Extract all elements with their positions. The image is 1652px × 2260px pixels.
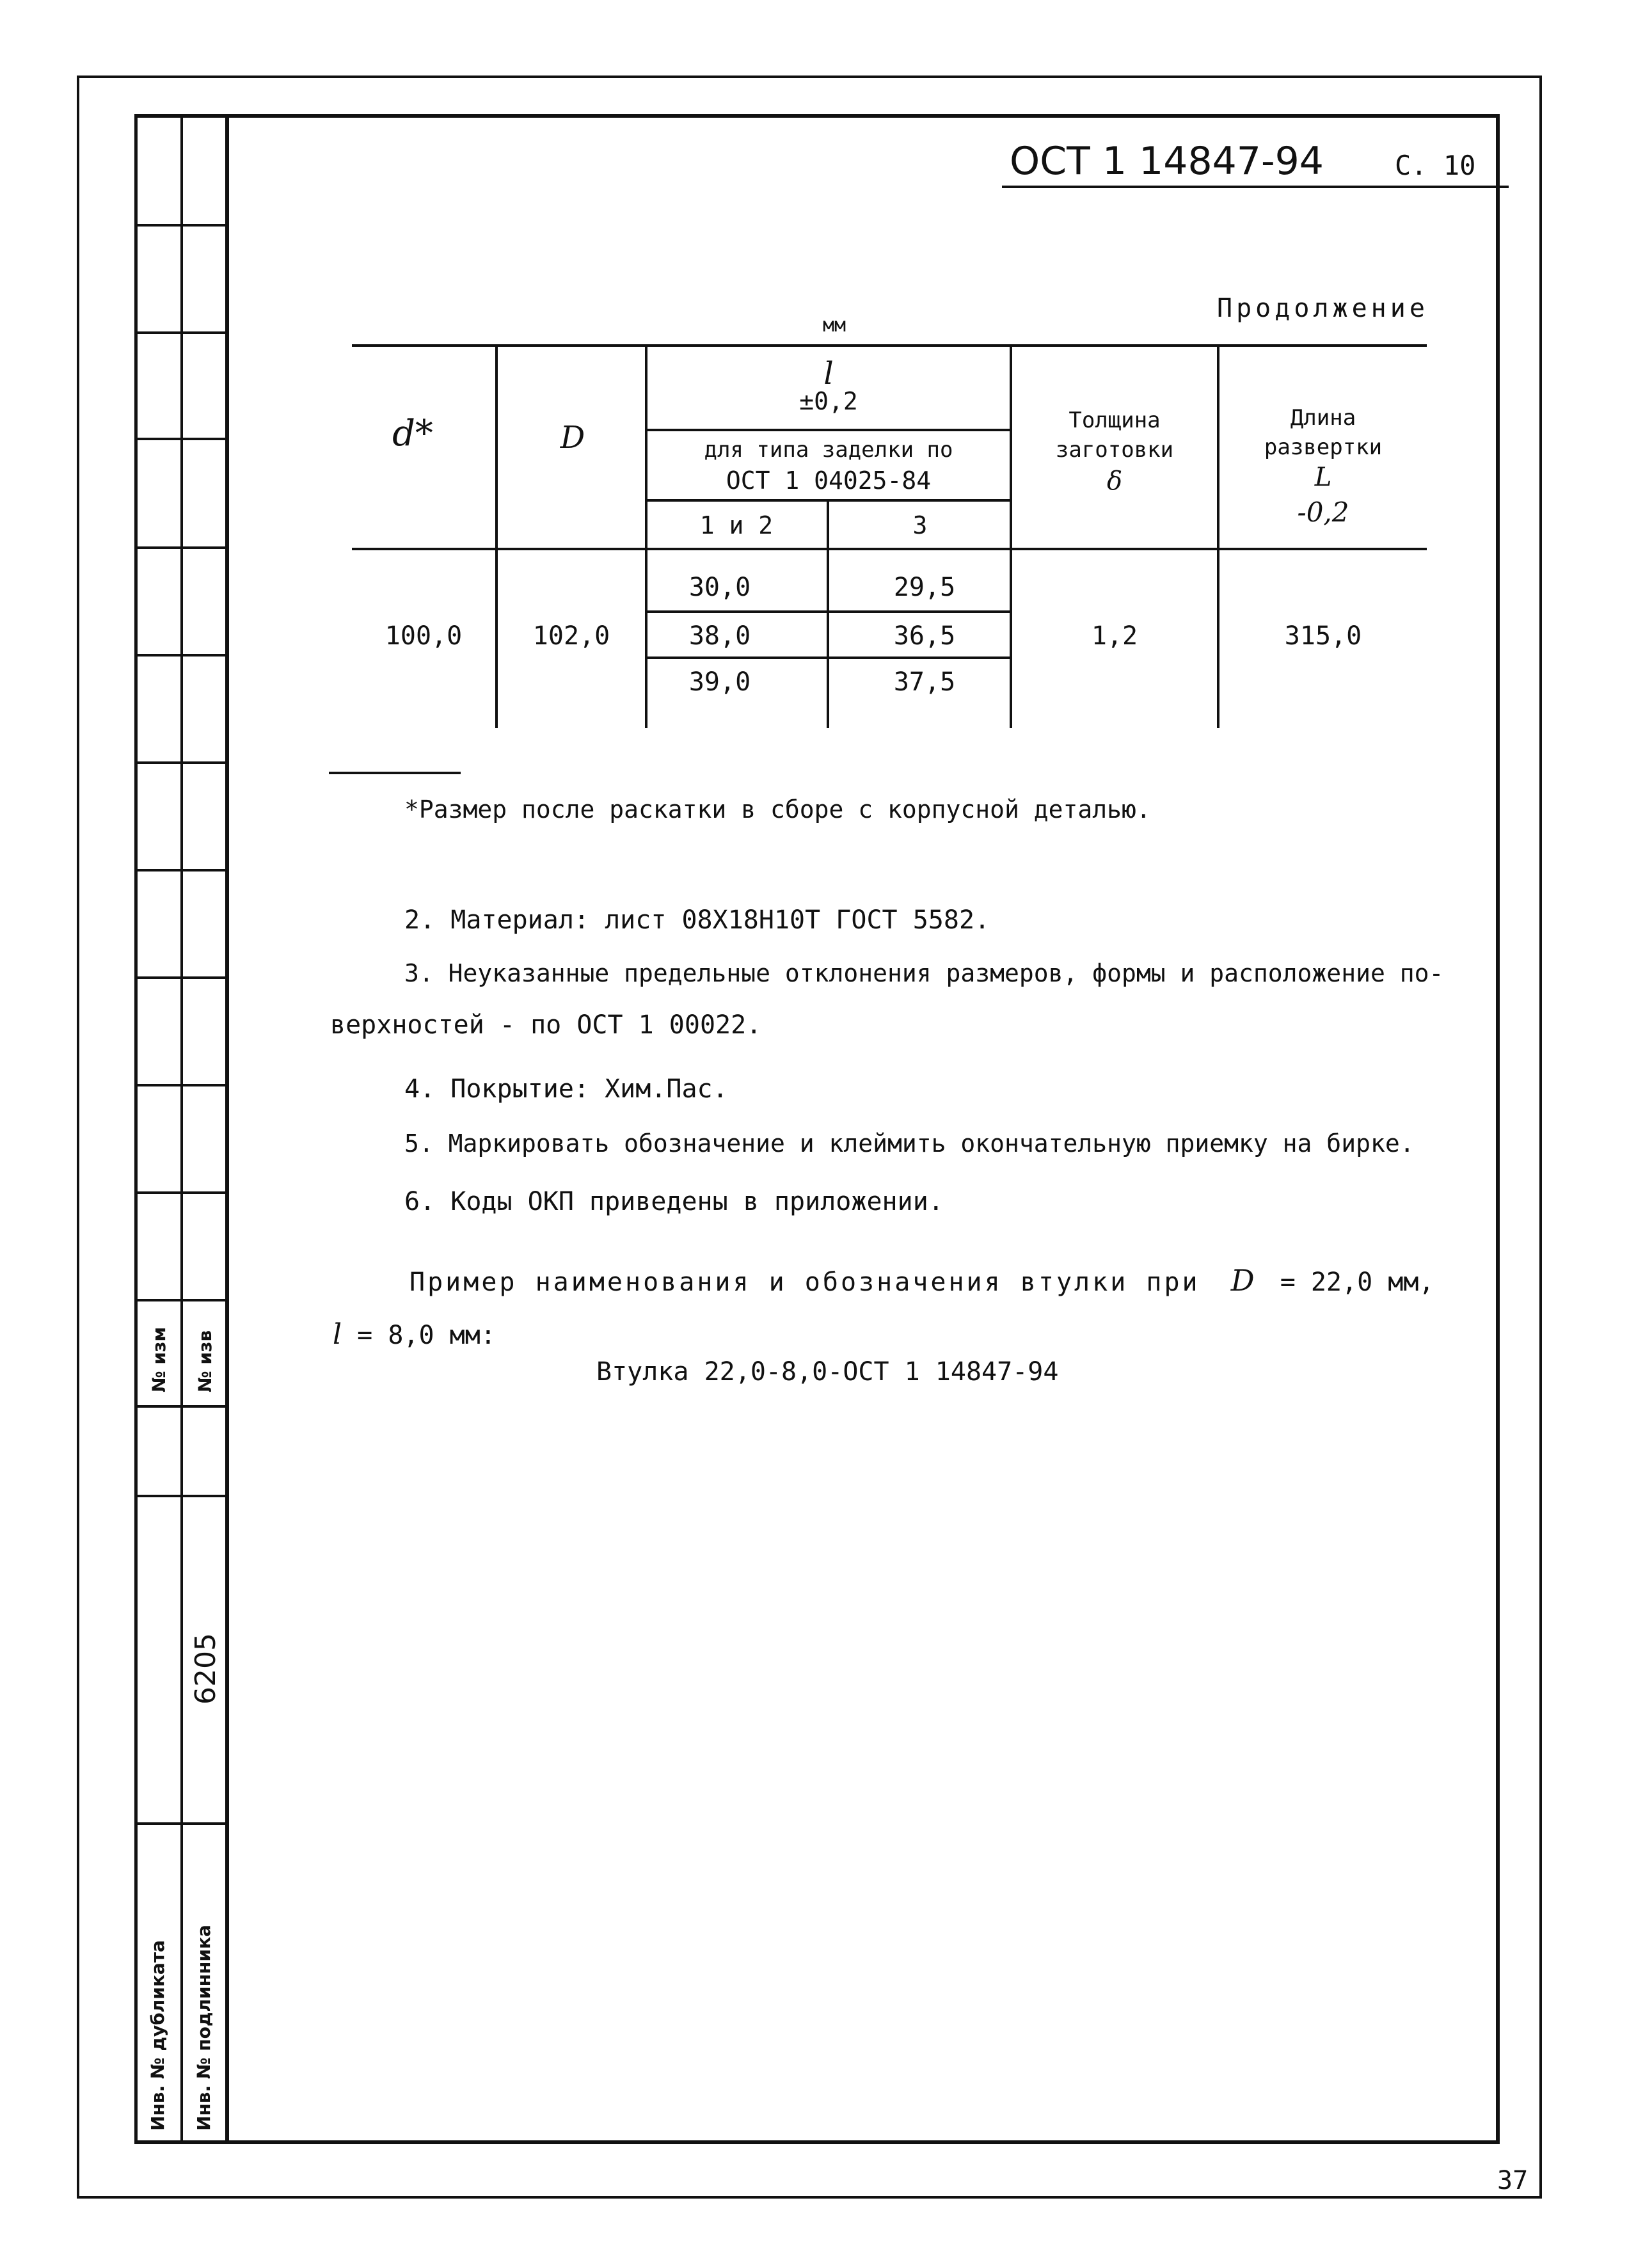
footnote-rule [329, 772, 461, 774]
cell-length: 315,0 [1284, 621, 1362, 651]
table-vline [1217, 346, 1219, 728]
outer-frame-top [77, 76, 1542, 78]
table-hline [645, 610, 1011, 613]
sidebar-inv-dup: Инв. № дубликата [147, 1940, 168, 2131]
sidebar-rule [134, 438, 228, 440]
sidebar-rule [134, 1191, 228, 1194]
sidebar-inv-number: 6205 [189, 1633, 222, 1705]
header-l-symbol: l [823, 356, 834, 392]
example-line-2 [333, 1318, 496, 1351]
header-length-symbol: L [1314, 463, 1332, 492]
header-length-tolerance: -0,2 [1297, 497, 1349, 528]
sidebar-mid-divider [180, 114, 183, 2144]
cell-l3-1: 29,5 [893, 573, 956, 602]
table-hline [645, 499, 1011, 502]
example-line-3: Втулка 22,0-8,0-ОСТ 1 14847-94 [596, 1357, 1059, 1387]
cell-thickness: 1,2 [1091, 621, 1138, 651]
example-line-1 [409, 1263, 1434, 1298]
note-3-line-1: 3. Неуказанные предельные отклонения размеров, формы и расположение по- [404, 959, 1444, 987]
inner-frame-left [225, 114, 229, 2144]
note-5: 5. Маркировать обозначение и клеймить окончательную приемку на бирке. [404, 1129, 1415, 1158]
doc-code: ОСТ 1 14847-94 [1010, 139, 1324, 184]
header-d-text: d* [392, 413, 433, 454]
units-label: мм [823, 314, 846, 337]
sidebar-rule [134, 1084, 228, 1086]
sidebar-rule [134, 1495, 228, 1497]
sidebar-rule [134, 654, 228, 657]
example-symbol-D: D [1230, 1263, 1255, 1298]
table-hline [645, 429, 1011, 431]
cell-l12-2: 38,0 [688, 621, 751, 651]
table-vline [495, 346, 498, 728]
sidebar-rule [134, 976, 228, 979]
sidebar-left-edge [134, 114, 138, 2144]
sidebar-rule [134, 331, 228, 334]
table-top-rule [352, 344, 1427, 347]
sidebar-rule [134, 1299, 228, 1301]
header-length-2: развертки [1264, 434, 1383, 460]
outer-frame-right [1539, 76, 1542, 2199]
header-sub-1-2: 1 и 2 [699, 511, 774, 539]
example-text-a2: = 22,0 мм, [1280, 1268, 1434, 1297]
cell-l12-1: 30,0 [688, 573, 751, 602]
header-thickness-1: Толщина [1068, 408, 1161, 433]
header-d [365, 413, 461, 454]
example-text-b: = 8,0 мм: [357, 1321, 496, 1350]
footnote: *Размер после раскатки в сборе с корпусной деталью. [404, 795, 1151, 824]
outer-frame-left [77, 76, 79, 2199]
header-underline [1002, 186, 1509, 188]
page-label: С. 10 [1395, 150, 1476, 181]
note-6: 6. Коды ОКП приведены в приложении. [404, 1187, 944, 1216]
cell-d: 100,0 [385, 621, 463, 651]
sidebar-n-izm: № изм [148, 1326, 170, 1392]
inner-frame-bottom [134, 2140, 1500, 2144]
continuation-label: Продолжение [1217, 294, 1429, 323]
header-l-tolerance: ±0,2 [799, 387, 858, 415]
sidebar-rule [134, 1405, 228, 1408]
inner-frame-right [1496, 114, 1500, 2144]
cell-l3-3: 37,5 [893, 667, 956, 697]
example-text-a: Пример наименования и обозначения втулки при [409, 1268, 1200, 1297]
header-l-standard: ОСТ 1 04025-84 [726, 466, 932, 495]
sidebar-rule [134, 869, 228, 871]
table-header-bottom-rule [352, 548, 1427, 550]
inner-frame-top [134, 114, 1500, 118]
sidebar-inv-orig: Инв. № подлинника [193, 1925, 214, 2131]
sidebar-rule [134, 224, 228, 227]
outer-frame-bottom [77, 2196, 1542, 2199]
note-3-line-2: верхностей - по ОСТ 1 00022. [330, 1010, 762, 1040]
sidebar-rule [134, 546, 228, 549]
cell-l3-2: 36,5 [893, 621, 956, 651]
header-sub-3: 3 [912, 511, 928, 539]
sidebar-rule [134, 761, 228, 764]
sidebar-n-izv: № изв [195, 1330, 216, 1392]
cell-l12-3: 39,0 [688, 667, 751, 697]
header-length-1: Длина [1290, 405, 1356, 431]
page-number: 37 [1497, 2166, 1529, 2195]
cell-D: 102,0 [532, 621, 610, 651]
header-thickness-symbol: δ [1106, 466, 1123, 496]
note-2: 2. Материал: лист 08Х18Н10Т ГОСТ 5582. [404, 905, 990, 935]
table-hline [645, 657, 1011, 659]
note-4: 4. Покрытие: Хим.Пас. [404, 1074, 728, 1104]
header-D: D [560, 420, 585, 456]
sidebar-rule [134, 1822, 228, 1825]
example-symbol-l: l [333, 1318, 342, 1351]
header-thickness-2: заготовки [1055, 437, 1174, 463]
header-l-subtitle: для типа заделки по [704, 437, 953, 463]
